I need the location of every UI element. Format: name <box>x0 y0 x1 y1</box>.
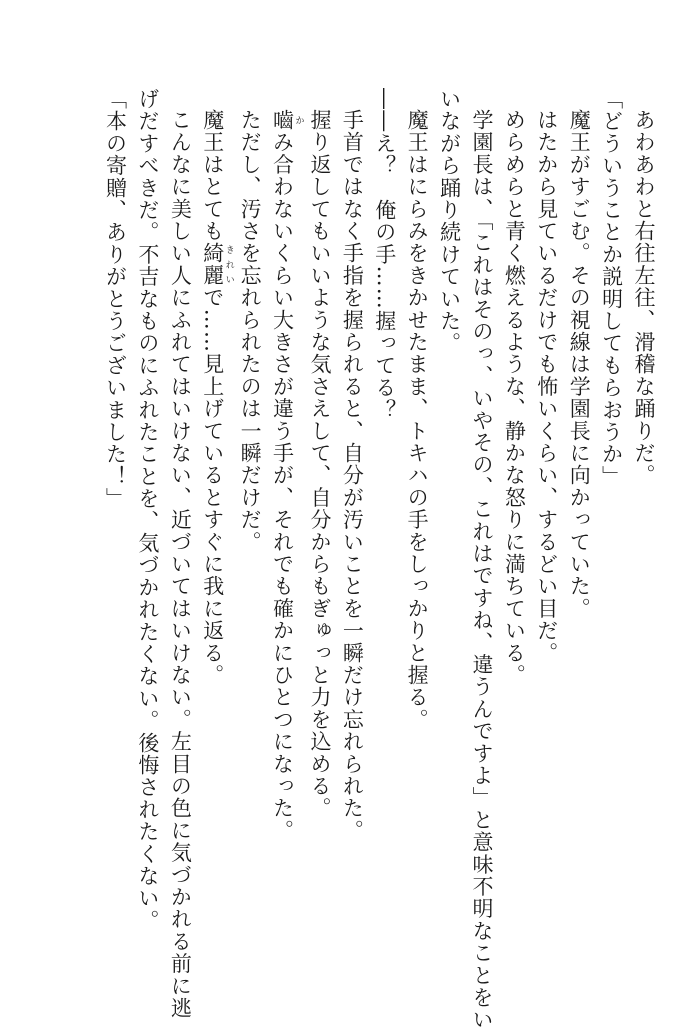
text-line: 握り返してもいいような気さえして、自分からもぎゅっと力を込める。 <box>307 109 332 820</box>
text-line: あわあわと右往左往、滑稽な踊りだ。 <box>632 109 656 487</box>
text-line: 「どういうことか説明してもらおうか」 <box>599 88 624 488</box>
vertical-text-block <box>99 88 660 1031</box>
text-line: 魔王がすごむ。その視線は学園長に向かっていた。 <box>567 109 592 620</box>
text-line: こんなに美しい人にふれてはいけない、近づいてはいけない。左目の色に気づかれる前に逃 <box>168 109 193 1020</box>
ruby-word <box>270 109 304 132</box>
text-line: 学園長は、「これはそのっ、いやその、これはですね、違うんですよ」と意味不明なことをい <box>469 109 494 1031</box>
text-line <box>196 88 233 968</box>
text-line-start: 魔王はとても <box>200 109 225 243</box>
text-line-rest: み合わないくらい大きさが違う手が、それでも確かにひとつになった。 <box>270 131 295 842</box>
text-line: ――え？ 俺の手……握ってる？ <box>372 88 397 421</box>
text-line: 「本の寄贈、ありがとうございました！」 <box>103 88 128 510</box>
text-line <box>266 88 303 968</box>
ruby-reading: きれい <box>223 242 234 287</box>
text-line: はたから見ているだけでも怖いくらい、するどい目だ。 <box>534 109 559 664</box>
text-line: いながら踊り続けていた。 <box>437 88 462 355</box>
ruby-word <box>200 242 234 287</box>
text-line: げだすべきだ。不吉なものにふれたことを、気づかれたくない。後悔されたくない。 <box>135 88 160 932</box>
text-line: 魔王はにらみをきかせたまま、トキハの手をしっかりと握る。 <box>405 109 430 731</box>
text-line: めらめらと青く燃えるような、静かな怒りに満ちている。 <box>502 109 527 687</box>
text-line-rest: で……見上げているとすぐに我に返る。 <box>200 286 225 687</box>
text-line: 手首ではなく手指を握られると、自分が汚いことを一瞬だけ忘れられた。 <box>340 109 365 842</box>
ruby-base: 嚙 <box>270 109 295 132</box>
ruby-reading: か <box>293 109 304 132</box>
text-line: ただし、汚さを忘れられたのは一瞬だけだ。 <box>238 109 263 553</box>
ruby-base: 綺麗 <box>200 242 225 287</box>
